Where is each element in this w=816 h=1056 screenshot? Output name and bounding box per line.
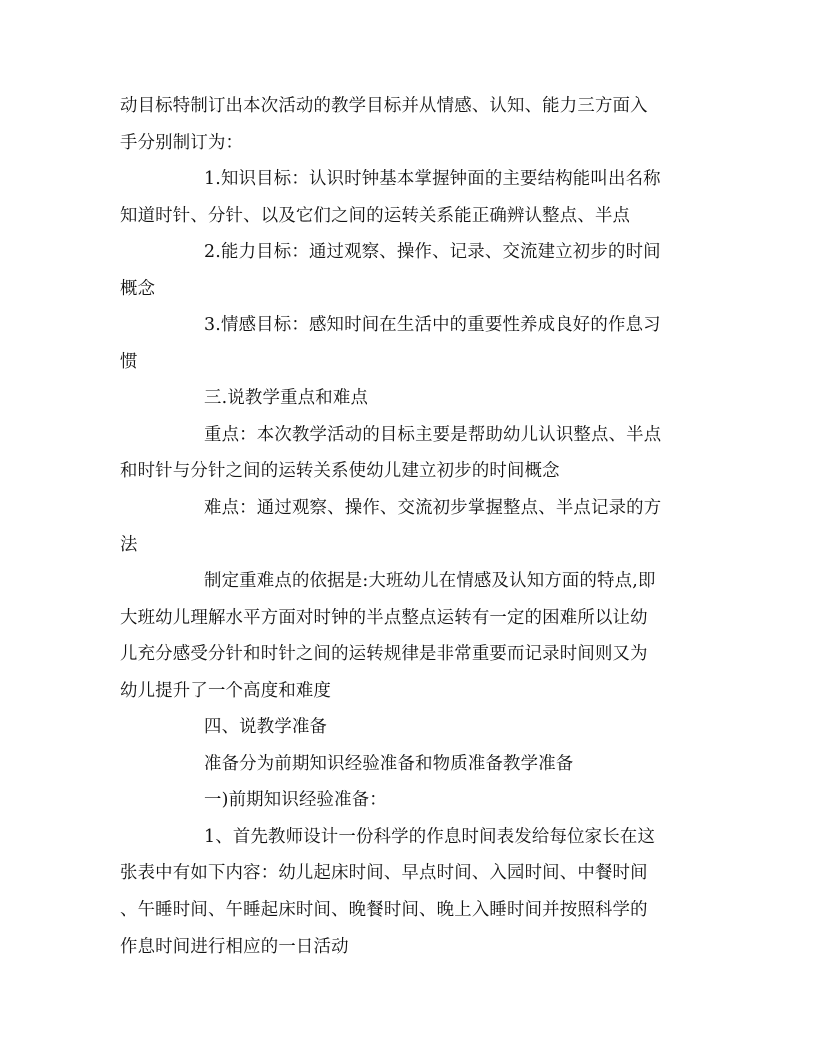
list-item-knowledge-goal: 1.知识目标：认识时钟基本掌握钟面的主要结构能叫出名称 <box>204 169 661 190</box>
section-heading: 四、说教学准备 <box>204 717 328 738</box>
list-item-emotion-goal: 3.情感目标：感知时间在生活中的重要性养成良好的作息习 <box>204 315 661 336</box>
preparation-paragraph: 准备分为前期知识经验准备和物质准备教学准备 <box>204 753 574 774</box>
body-line: 法 <box>120 534 138 555</box>
body-line: 手分别制订为： <box>120 132 244 153</box>
list-item-schedule: 1、首先教师设计一份科学的作息时间表发给每位家长在这 <box>204 826 656 847</box>
body-line: 张表中有如下内容：幼儿起床时间、早点时间、入园时间、中餐时间 <box>120 863 648 884</box>
basis-paragraph: 制定重难点的依据是:大班幼儿在情感及认知方面的特点,即 <box>204 571 656 592</box>
body-line: 知道时针、分针、以及它们之间的运转关系能正确辨认整点、半点 <box>120 205 631 226</box>
body-line: 儿充分感受分针和时针之间的运转规律是非常重要而记录时间则又为 <box>120 644 648 665</box>
body-line: 大班幼儿理解水平方面对时钟的半点整点运转有一定的困难所以让幼 <box>120 607 648 628</box>
body-line: 概念 <box>120 278 156 299</box>
body-line: 惯 <box>120 351 138 372</box>
body-line: 动目标特制订出本次活动的教学目标并从情感、认知、能力三方面入 <box>120 96 648 116</box>
body-line: 和时针与分针之间的运转关系使幼儿建立初步的时间概念 <box>120 461 560 482</box>
key-point-paragraph: 重点：本次教学活动的目标主要是帮助幼儿认识整点、半点 <box>204 424 662 445</box>
section-heading: 三.说教学重点和难点 <box>204 388 369 409</box>
body-line: 、午睡时间、午睡起床时间、晚餐时间、晚上入睡时间并按照科学的 <box>120 900 648 921</box>
difficulty-paragraph: 难点：通过观察、操作、交流初步掌握整点、半点记录的方 <box>204 498 662 519</box>
list-item-ability-goal: 2.能力目标：通过观察、操作、记录、交流建立初步的时间 <box>204 242 661 263</box>
document-body <box>120 88 700 965</box>
body-line: 作息时间进行相应的一日活动 <box>120 936 349 957</box>
body-line: 幼儿提升了一个高度和难度 <box>120 680 332 701</box>
subsection-heading: 一)前期知识经验准备： <box>204 790 387 811</box>
